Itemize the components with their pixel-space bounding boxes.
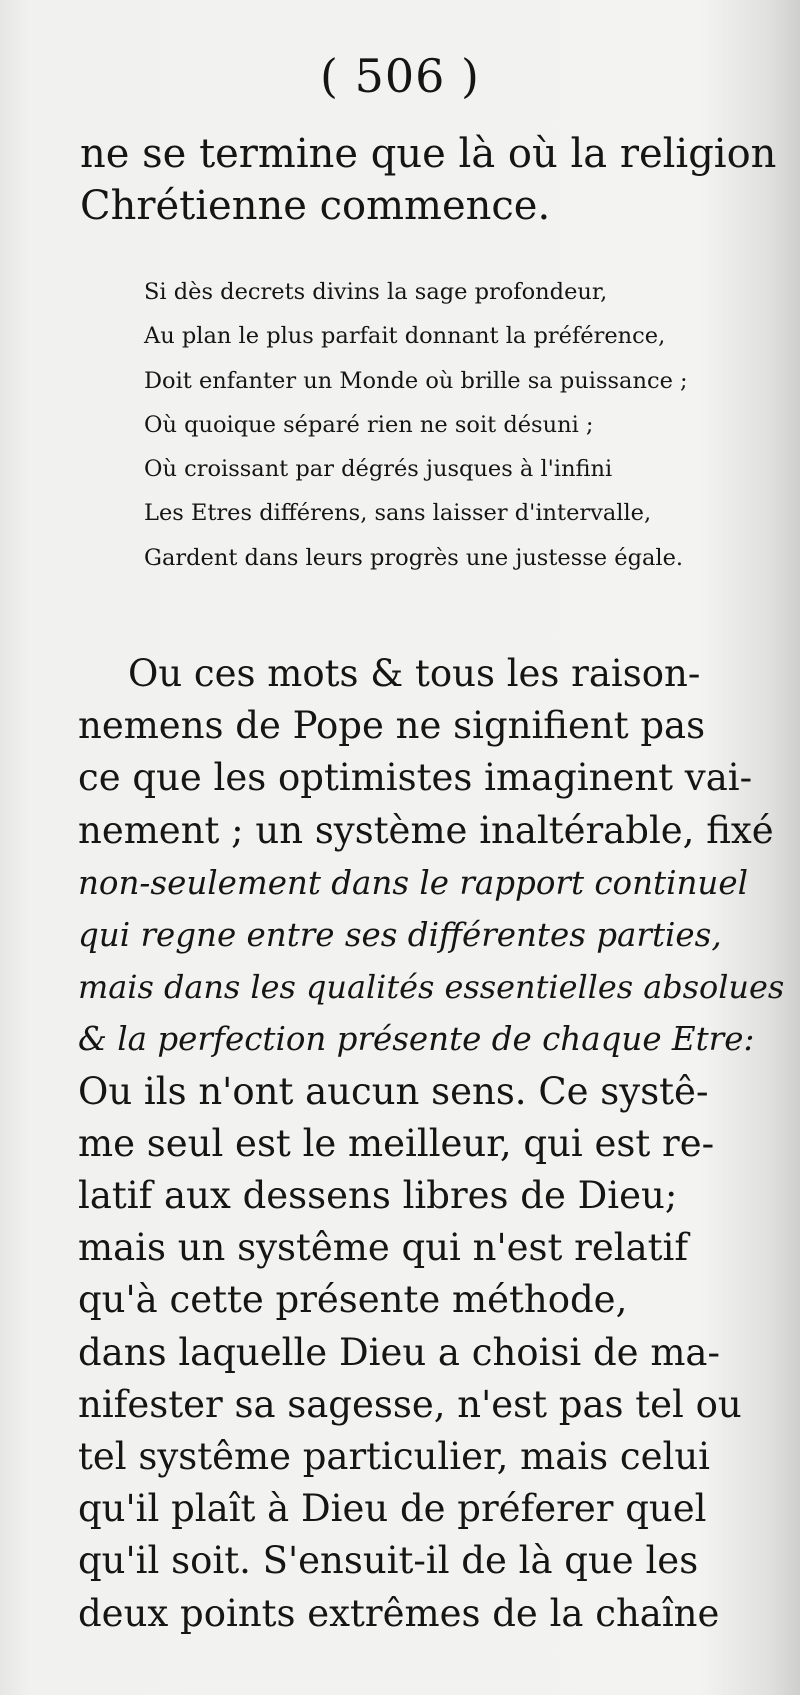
lead-paragraph	[80, 128, 777, 232]
text-line: Ou ils n'ont aucun sens. Ce systê-	[78, 1069, 709, 1113]
italic-text-line: & la perfection présente de chaque Etre:	[78, 1020, 755, 1059]
text-line: deux points extrêmes de la chaîne	[78, 1591, 720, 1635]
verse-line: Gardent dans leurs progrès une justesse égale.	[144, 544, 684, 571]
text-line: latif aux dessens libres de Dieu;	[78, 1174, 678, 1218]
text-line: nifester sa sagesse, n'est pas tel ou	[78, 1382, 742, 1426]
text-line: qu'il soit. S'ensuit-il de là que les	[78, 1539, 699, 1583]
text-line: nement ; un système inaltérable, fixé	[78, 808, 774, 852]
verse-line: Où quoique séparé rien ne soit désuni ;	[144, 411, 594, 438]
text-line: dans laquelle Dieu a choisi de ma-	[78, 1330, 720, 1374]
verse-line: Les Etres différens, sans laisser d'intervalle,	[144, 500, 652, 527]
text-line: qu'il plaît à Dieu de préferer quel	[78, 1487, 707, 1531]
page-number: ( 506 )	[320, 49, 480, 103]
verse-quotation	[144, 270, 774, 580]
italic-text-line: qui regne entre ses différentes parties,	[78, 916, 722, 955]
text-line: nemens de Pope ne signifient pas	[78, 704, 706, 748]
text-line: mais un systême qui n'est relatif	[78, 1226, 689, 1270]
text-line: me seul est le meilleur, qui est re-	[78, 1121, 715, 1165]
verse-line: Si dès decrets divins la sage profondeur,	[144, 279, 608, 305]
verse-line: Au plan le plus parfait donnant la préférence,	[144, 323, 666, 350]
text-line: ce que les optimistes imaginent vai-	[78, 756, 753, 800]
text-line: tel systême particulier, mais celui	[78, 1435, 710, 1479]
body-paragraph	[78, 648, 785, 1640]
text-line: ne se termine que là où la religion	[80, 131, 777, 177]
text-line: Ou ces mots & tous les raison-	[128, 652, 701, 695]
verse-line: Doit enfanter un Monde où brille sa puissance ;	[144, 367, 688, 394]
italic-text-line: mais dans les qualités essentielles absolues	[78, 968, 785, 1007]
text-line: Chrétienne commence.	[80, 183, 551, 229]
text-line: qu'à cette présente méthode,	[78, 1278, 628, 1322]
verse-line: Où croissant par dégrés jusques à l'infini	[144, 456, 613, 483]
italic-text-line: non-seulement dans le rapport continuel	[78, 863, 748, 902]
